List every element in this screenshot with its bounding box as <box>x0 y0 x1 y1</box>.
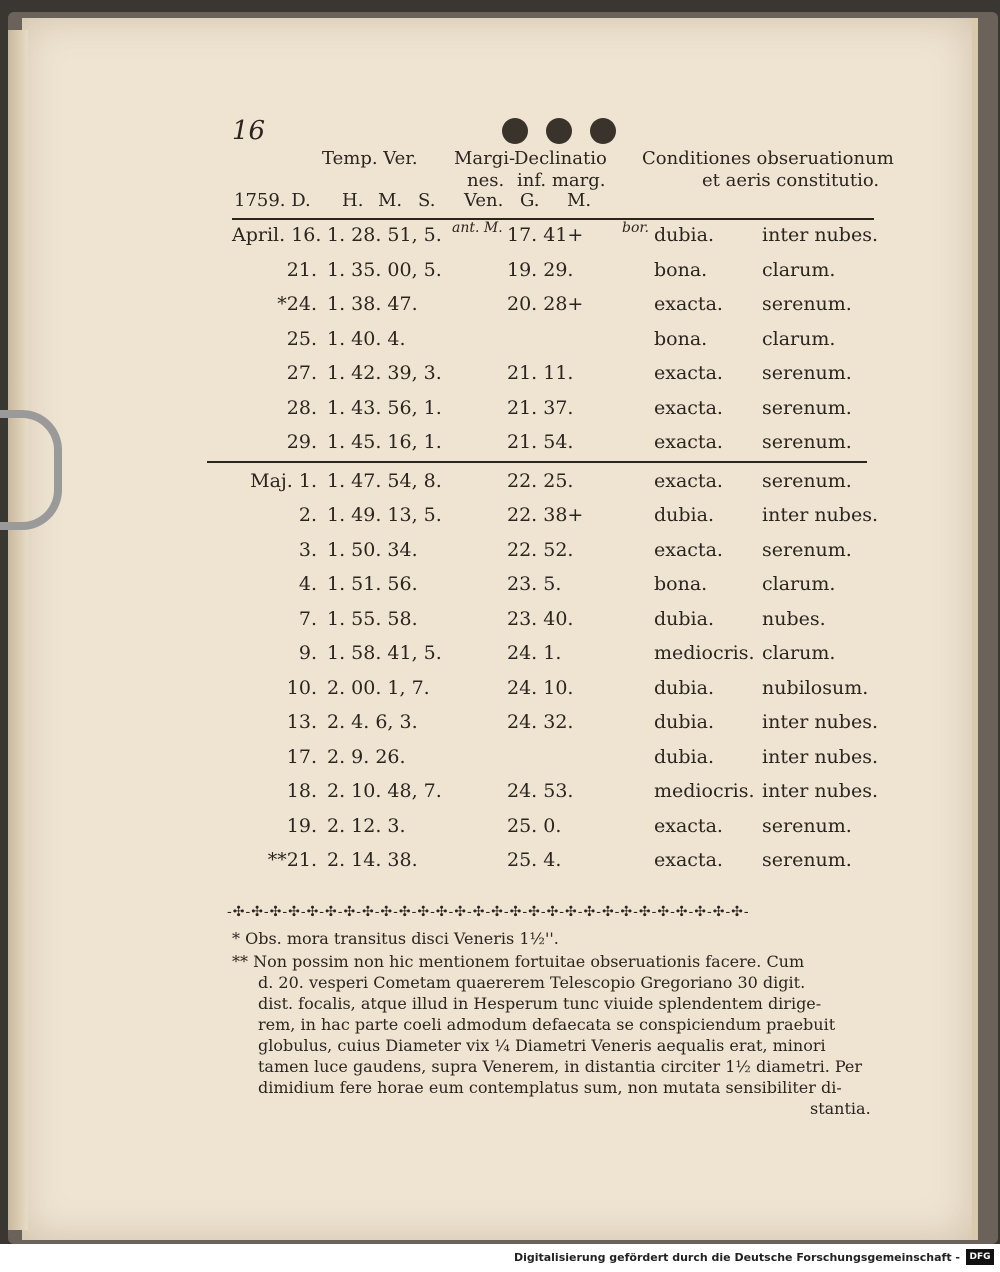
footnote-2-line: dimidium fere horae eum contemplatus sum, non mutata sensibiliter di- <box>258 1078 842 1097</box>
row-0-dec: 17. 41+ <box>507 224 584 246</box>
row-11-t: 1. 55. 58. <box>327 607 418 630</box>
page-edge <box>8 30 28 1230</box>
row-16-c2: inter nubes. <box>762 780 878 802</box>
footnote-2-line: tamen luce gaudens, supra Venerem, in distantia circiter 1½ diametri. Per <box>258 1057 863 1076</box>
row-11-c2: nubes. <box>762 607 826 630</box>
header-m: M. <box>378 190 403 211</box>
row-7-c1: exacta. <box>654 469 723 492</box>
row-8-t: 1. 49. 13, 5. <box>327 504 442 526</box>
row-16-t: 2. 10. 48, 7. <box>327 780 442 802</box>
row-11-d: 7. <box>298 607 317 630</box>
row-7-c2: serenum. <box>762 469 852 492</box>
page-number: 16 <box>232 116 266 146</box>
paper-clip <box>0 410 62 530</box>
footnote-2-line: stantia. <box>810 1099 871 1118</box>
header-margi: Margi- <box>454 148 516 169</box>
row-18-c2: serenum. <box>762 849 852 871</box>
row-5-c1: exacta. <box>654 396 723 419</box>
footnote-2-line: rem, in hac parte coeli admodum defaecata se conspiciendum praebuit <box>258 1015 836 1034</box>
row-13-d: 10. <box>286 676 317 699</box>
row-6-d: 29. <box>286 431 317 453</box>
row-15-t: 2. 9. 26. <box>327 745 406 768</box>
row-14-t: 2. 4. 6, 3. <box>327 711 418 733</box>
row-16-c1: mediocris. <box>654 780 755 802</box>
header-rule <box>232 218 874 220</box>
row-17-t: 2. 12. 3. <box>327 814 406 837</box>
row-6-dec: 21. 54. <box>507 431 574 453</box>
row-9-c1: exacta. <box>654 538 723 561</box>
row-9-d: 3. <box>298 538 317 561</box>
row-8-d: 2. <box>298 504 317 526</box>
header-s: S. <box>418 190 436 211</box>
row-5-d: 28. <box>286 396 317 419</box>
row-14-c1: dubia. <box>654 711 715 733</box>
row-18-dec: 25. 4. <box>507 849 562 871</box>
row-8-c1: dubia. <box>654 504 715 526</box>
row-3-c2: clarum. <box>762 327 836 350</box>
row-0-c1: dubia. <box>654 224 715 246</box>
row-13-t: 2. 00. 1, 7. <box>327 676 430 699</box>
row-17-c2: serenum. <box>762 814 852 837</box>
header-h: H. <box>342 190 364 211</box>
row-17-dec: 25. 0. <box>507 814 562 837</box>
row-1-c1: bona. <box>654 258 708 281</box>
row-7-t: 1. 47. 54, 8. <box>327 469 442 492</box>
row-4-c2: serenum. <box>762 362 852 384</box>
row-15-c2: inter nubes. <box>762 745 878 768</box>
row-18-t: 2. 14. 38. <box>327 849 418 871</box>
row-7-dec: 22. 25. <box>507 469 574 492</box>
footer-bar <box>0 1244 1000 1272</box>
row-10-c2: clarum. <box>762 573 836 595</box>
footnote-2-line: d. 20. vesperi Cometam quaererem Telescopio Gregoriano 30 digit. <box>258 973 806 992</box>
row-3-c1: bona. <box>654 327 708 350</box>
header-aeris: et aeris constitutio. <box>702 170 880 191</box>
row-4-dec: 21. 11. <box>507 362 574 384</box>
header-conditiones: Conditiones obseruationum <box>642 148 894 169</box>
header-g: G. <box>520 190 540 211</box>
row-16-dec: 24. 53. <box>507 780 574 802</box>
row-17-d: 19. <box>286 814 317 837</box>
header-m2: M. <box>567 190 592 211</box>
row-14-c2: inter nubes. <box>762 711 878 733</box>
row-18-c1: exacta. <box>654 849 723 871</box>
row-5-c2: serenum. <box>762 396 852 419</box>
header-year: 1759. D. <box>234 190 311 211</box>
april-rule <box>207 461 867 463</box>
row-11-c1: dubia. <box>654 607 715 630</box>
row-1-t: 1. 35. 00, 5. <box>327 258 442 281</box>
row-9-c2: serenum. <box>762 538 852 561</box>
row-18-d: **21. <box>267 849 317 871</box>
row-0-c2: inter nubes. <box>762 224 878 246</box>
row-10-d: 4. <box>298 573 317 595</box>
row-6-t: 1. 45. 16, 1. <box>327 431 442 453</box>
row-10-dec: 23. 5. <box>507 573 562 595</box>
header-infmarg: inf. marg. <box>517 170 606 191</box>
row-12-c1: mediocris. <box>654 642 755 664</box>
row-3-d: 25. <box>286 327 317 350</box>
row-0-t: 1. 28. 51, 5. <box>327 224 442 246</box>
row-14-d: 13. <box>286 711 317 733</box>
row-1-dec: 19. 29. <box>507 258 574 281</box>
row-11-dec: 23. 40. <box>507 607 574 630</box>
row-12-t: 1. 58. 41, 5. <box>327 642 442 664</box>
row-6-c1: exacta. <box>654 431 723 453</box>
row-3-t: 1. 40. 4. <box>327 327 406 350</box>
row-2-d: *24. <box>277 293 317 315</box>
row-2-c1: exacta. <box>654 293 723 315</box>
dfg-logo: DFG <box>966 1249 994 1265</box>
row-4-d: 27. <box>286 362 317 384</box>
row-8-dec: 22. 38+ <box>507 504 584 526</box>
row-7-d: Maj. 1. <box>250 469 317 492</box>
row-13-dec: 24. 10. <box>507 676 574 699</box>
row-13-c1: dubia. <box>654 676 715 699</box>
row-17-c1: exacta. <box>654 814 723 837</box>
row-4-c1: exacta. <box>654 362 723 384</box>
row-14-dec: 24. 32. <box>507 711 574 733</box>
page <box>22 18 978 1240</box>
row-9-t: 1. 50. 34. <box>327 538 418 561</box>
row-8-c2: inter nubes. <box>762 504 878 526</box>
row-6-c2: serenum. <box>762 431 852 453</box>
row-2-c2: serenum. <box>762 293 852 315</box>
row-0-d: April. 16. <box>232 224 322 246</box>
row-10-t: 1. 51. 56. <box>327 573 418 595</box>
footer-text: Digitalisierung gefördert durch die Deutsche Forschungsgemeinschaft - <box>513 1251 960 1264</box>
row-10-c1: bona. <box>654 573 708 595</box>
row-15-c1: dubia. <box>654 745 715 768</box>
header-declinatio: Declinatio <box>514 148 607 169</box>
row-12-d: 9. <box>298 642 317 664</box>
row-1-d: 21. <box>286 258 317 281</box>
row-15-d: 17. <box>286 745 317 768</box>
header-temp: Temp. Ver. <box>322 148 418 169</box>
ornamental-separator: -✣-✣-✣-✣-✣-✣-✣-✣-✣-✣-✣-✣-✣-✣-✣-✣-✣-✣-✣-✣-✣-✣-✣-✣-✣-✣-✣-✣- <box>227 904 750 920</box>
row-2-t: 1. 38. 47. <box>327 293 418 315</box>
ornament-row <box>502 118 616 144</box>
row-0-bor: bor. <box>622 220 649 236</box>
row-1-c2: clarum. <box>762 258 836 281</box>
row-16-d: 18. <box>286 780 317 802</box>
row-5-dec: 21. 37. <box>507 396 574 419</box>
row-4-t: 1. 42. 39, 3. <box>327 362 442 384</box>
row-12-dec: 24. 1. <box>507 642 562 664</box>
row-2-dec: 20. 28+ <box>507 293 584 315</box>
row-0-mg: ant. M. <box>452 220 503 236</box>
footnote-2-line: dist. focalis, atque illud in Hesperum tunc viuide splendentem dirige- <box>258 994 822 1013</box>
header-nes: nes. <box>467 170 505 191</box>
row-9-dec: 22. 52. <box>507 538 574 561</box>
footnote-2-line: globulus, cuius Diameter vix ¼ Diametri Veneris aequalis erat, minori <box>258 1036 826 1055</box>
footnote-2-line: ** Non possim non hic mentionem fortuitae obseruationis facere. Cum <box>232 952 805 971</box>
footnote-1: * Obs. mora transitus disci Veneris 1½''. <box>232 929 559 948</box>
row-13-c2: nubilosum. <box>762 676 869 699</box>
row-12-c2: clarum. <box>762 642 836 664</box>
row-5-t: 1. 43. 56, 1. <box>327 396 442 419</box>
header-ven: Ven. <box>464 190 504 211</box>
